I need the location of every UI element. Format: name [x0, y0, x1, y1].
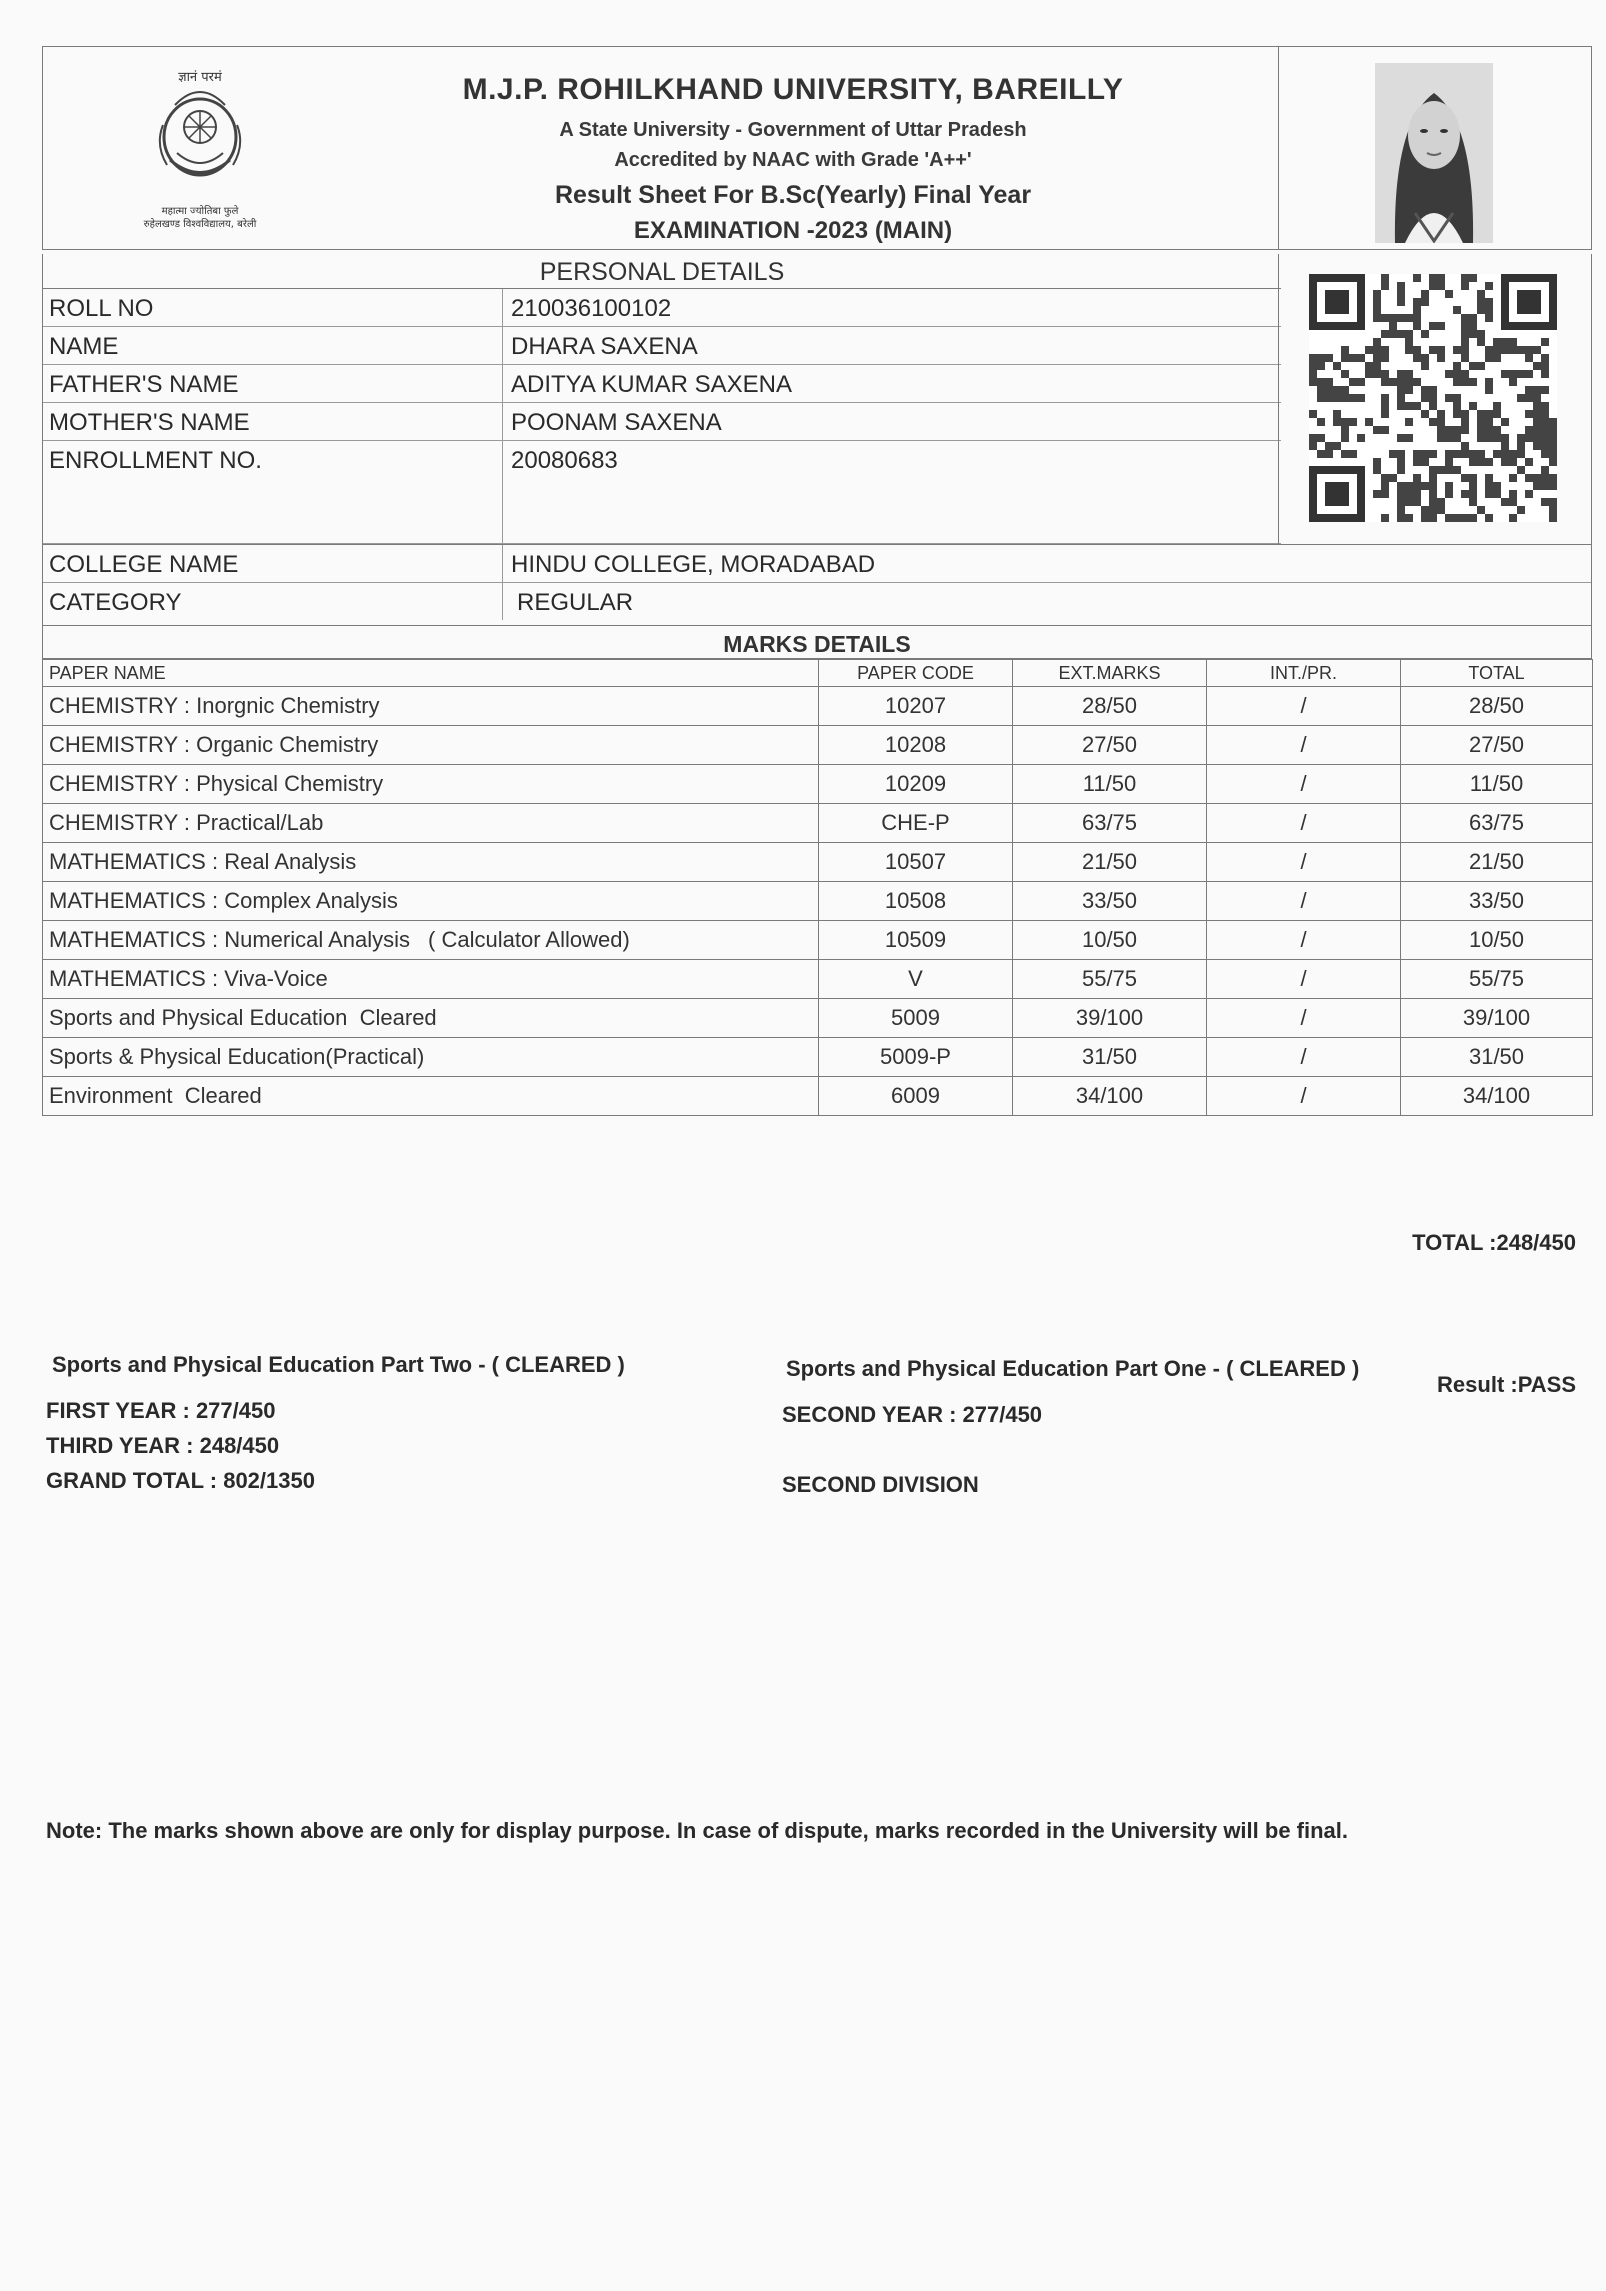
table-row [43, 726, 1593, 765]
qr-code-icon [1309, 274, 1557, 522]
emblem-icon [115, 65, 285, 205]
paper-name-cell [43, 1077, 819, 1116]
qr-box [1278, 254, 1591, 544]
result-sheet [42, 46, 1592, 1497]
father-label: FATHER'S NAME [43, 365, 503, 402]
division: SECOND DIVISION [782, 1472, 979, 1497]
accreditation-line: Accredited by NAAC with Grade 'A++' [614, 149, 972, 171]
col-int-pr: INT./PR. [1207, 660, 1401, 687]
logo-caption-line2: रुहेलखण्ड विश्वविद्यालय, बरेली [143, 219, 257, 230]
marks-header-row [43, 660, 1593, 687]
college-label: COLLEGE NAME [43, 545, 503, 582]
first-year: FIRST YEAR : 277/450 [46, 1398, 276, 1423]
college-value: HINDU COLLEGE, MORADABAD [511, 551, 876, 578]
paper-label: Viva-Voice [224, 966, 328, 991]
subject-label: CHEMISTRY [49, 810, 178, 835]
table-row [43, 882, 1593, 921]
student-photo [1375, 63, 1493, 243]
paper-code-cell: 6009 [819, 1077, 1013, 1116]
paper-label: Complex Analysis [224, 888, 398, 913]
exam-title: EXAMINATION -2023 (MAIN) [633, 217, 953, 244]
marks-details-title: MARKS DETAILS [42, 626, 1592, 659]
third-year: THIRD YEAR : 248/450 [46, 1433, 280, 1458]
total-cell: 11/50 [1401, 765, 1593, 804]
total-cell: 33/50 [1401, 882, 1593, 921]
logo-caption-line1: महात्मा ज्योतिबा फुले [161, 206, 239, 217]
paper-name-cell: CHEMISTRY : Inorgnic Chemistry [43, 687, 819, 726]
col-ext-marks: EXT.MARKS [1013, 660, 1207, 687]
result-status: Result :PASS [1437, 1372, 1576, 1397]
photo-box [1278, 47, 1591, 249]
paper-name-cell: CHEMISTRY : Physical Chemistry [43, 765, 819, 804]
ext-marks-cell: 31/50 [1013, 1038, 1207, 1077]
name-value: DHARA SAXENA [511, 333, 698, 360]
paper-code-cell: 10508 [819, 882, 1013, 921]
category-value: REGULAR [517, 589, 634, 616]
roll-label: ROLL NO [43, 289, 503, 326]
paper-label: Practical/Lab [196, 810, 324, 835]
int-pr-cell: / [1207, 999, 1401, 1038]
mother-label: MOTHER'S NAME [43, 403, 503, 440]
table-row [43, 843, 1593, 882]
paper-code-cell: 10509 [819, 921, 1013, 960]
total-cell: 21/50 [1401, 843, 1593, 882]
paper-label: Environment Cleared [49, 1083, 262, 1108]
svg-text:ज्ञानं परमं: ज्ञानं परमं [178, 70, 222, 85]
university-logo [115, 65, 285, 235]
state-line: A State University - Government of Uttar Pradesh [559, 119, 1027, 141]
paper-code-cell: 5009-P [819, 1038, 1013, 1077]
paper-label: Sports and Physical Education Cleared [49, 1005, 437, 1030]
paper-label: Numerical Analysis [224, 927, 411, 952]
sports-part-two: Sports and Physical Education Part Two - ( CLEARED ) [52, 1352, 625, 1377]
paper-code-cell: V [819, 960, 1013, 999]
int-pr-cell: / [1207, 687, 1401, 726]
total-marks: TOTAL :248/450 [1412, 1230, 1576, 1255]
col-total: TOTAL [1401, 660, 1593, 687]
subject-label: MATHEMATICS [49, 966, 206, 991]
table-row [43, 1038, 1593, 1077]
table-row [43, 687, 1593, 726]
paper-note: ( Calculator Allowed) [428, 927, 630, 952]
enrollment-label: ENROLLMENT NO. [43, 441, 503, 543]
paper-code-cell: 10507 [819, 843, 1013, 882]
table-row [43, 1077, 1593, 1116]
paper-code-cell: 10208 [819, 726, 1013, 765]
int-pr-cell: / [1207, 882, 1401, 921]
total-cell: 28/50 [1401, 687, 1593, 726]
subject-label: CHEMISTRY [49, 693, 178, 718]
table-row [43, 999, 1593, 1038]
paper-label: Physical Chemistry [196, 771, 384, 796]
col-paper-name: PAPER NAME [43, 660, 819, 687]
roll-value: 210036100102 [511, 295, 672, 322]
sports-part-one: Sports and Physical Education Part One - ( CLEARED ) [786, 1356, 1360, 1381]
ext-marks-cell: 55/75 [1013, 960, 1207, 999]
total-cell: 55/75 [1401, 960, 1593, 999]
total-cell: 10/50 [1401, 921, 1593, 960]
int-pr-cell: / [1207, 960, 1401, 999]
table-row [43, 960, 1593, 999]
ext-marks-cell: 33/50 [1013, 882, 1207, 921]
int-pr-cell: / [1207, 1077, 1401, 1116]
pd-row-father [43, 365, 1281, 403]
pd-row-category [43, 583, 1591, 620]
ext-marks-cell: 10/50 [1013, 921, 1207, 960]
total-cell: 27/50 [1401, 726, 1593, 765]
pd-row-enrollment [43, 441, 1281, 544]
enrollment-value: 20080683 [511, 447, 618, 474]
paper-name-cell: MATHEMATICS : Real Analysis [43, 843, 819, 882]
paper-label: Inorgnic Chemistry [196, 693, 380, 718]
paper-label: Organic Chemistry [196, 732, 379, 757]
category-label: CATEGORY [43, 583, 503, 620]
subject-label: MATHEMATICS [49, 888, 206, 913]
paper-name-cell [43, 999, 819, 1038]
subject-label: MATHEMATICS [49, 927, 206, 952]
ext-marks-cell: 11/50 [1013, 765, 1207, 804]
paper-name-cell: MATHEMATICS : Complex Analysis [43, 882, 819, 921]
paper-name-cell: CHEMISTRY : Organic Chemistry [43, 726, 819, 765]
second-year: SECOND YEAR : 277/450 [782, 1402, 1043, 1427]
ext-marks-cell: 63/75 [1013, 804, 1207, 843]
pd-row-roll [43, 289, 1281, 327]
paper-code-cell: 10207 [819, 687, 1013, 726]
ext-marks-cell: 39/100 [1013, 999, 1207, 1038]
paper-label: Real Analysis [224, 849, 357, 874]
paper-code-cell: 10209 [819, 765, 1013, 804]
header-text [293, 73, 1293, 245]
table-row [43, 921, 1593, 960]
int-pr-cell: / [1207, 921, 1401, 960]
ext-marks-cell: 28/50 [1013, 687, 1207, 726]
marks-table [42, 659, 1593, 1116]
mother-value: POONAM SAXENA [511, 409, 722, 436]
total-cell: 63/75 [1401, 804, 1593, 843]
university-name: M.J.P. ROHILKHAND UNIVERSITY, BAREILLY [462, 73, 1124, 106]
ext-marks-cell: 21/50 [1013, 843, 1207, 882]
father-value: ADITYA KUMAR SAXENA [511, 371, 792, 398]
grand-total: GRAND TOTAL : 802/1350 [46, 1468, 315, 1493]
int-pr-cell: / [1207, 843, 1401, 882]
header [42, 46, 1592, 250]
personal-details [42, 254, 1592, 626]
pd-row-mother [43, 403, 1281, 441]
ext-marks-cell: 34/100 [1013, 1077, 1207, 1116]
disclaimer-note: Note: The marks shown above are only for display purpose. In case of dispute, marks recorded in the University will be final. [46, 1818, 1349, 1843]
pd-row-name [43, 327, 1281, 365]
paper-name-cell: MATHEMATICS : Viva-Voice [43, 960, 819, 999]
subject-label: MATHEMATICS [49, 849, 206, 874]
table-row [43, 765, 1593, 804]
ext-marks-cell: 27/50 [1013, 726, 1207, 765]
table-row [43, 804, 1593, 843]
personal-details-title: PERSONAL DETAILS [43, 254, 1281, 289]
paper-code-cell: CHE-P [819, 804, 1013, 843]
int-pr-cell: / [1207, 726, 1401, 765]
paper-name-cell [43, 1038, 819, 1077]
sheet-title: Result Sheet For B.Sc(Yearly) Final Year [554, 181, 1032, 209]
paper-label: Sports & Physical Education(Practical) [49, 1044, 425, 1069]
total-cell: 34/100 [1401, 1077, 1593, 1116]
pd-row-college [43, 544, 1591, 583]
total-cell: 31/50 [1401, 1038, 1593, 1077]
name-label: NAME [43, 327, 503, 364]
paper-code-cell: 5009 [819, 999, 1013, 1038]
subject-label: CHEMISTRY [49, 732, 178, 757]
paper-name-cell: CHEMISTRY : Practical/Lab [43, 804, 819, 843]
col-paper-code: PAPER CODE [819, 660, 1013, 687]
total-cell: 39/100 [1401, 999, 1593, 1038]
int-pr-cell: / [1207, 765, 1401, 804]
subject-label: CHEMISTRY [49, 771, 178, 796]
int-pr-cell: / [1207, 804, 1401, 843]
int-pr-cell: / [1207, 1038, 1401, 1077]
paper-name-cell: MATHEMATICS : Numerical Analysis ( Calculator Allowed) [43, 921, 819, 960]
